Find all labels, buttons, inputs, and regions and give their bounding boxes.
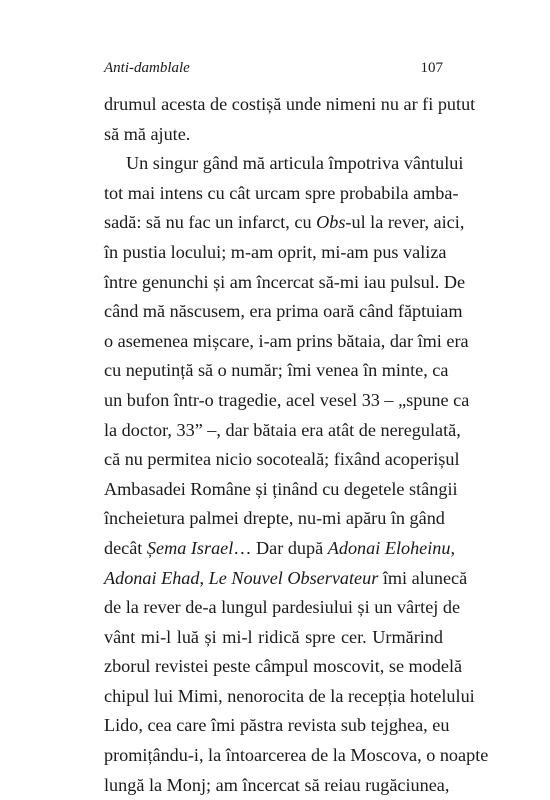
italic-text: Le Nouvel Observateur — [208, 567, 379, 588]
italic-text: Adonai Ehad — [104, 567, 200, 588]
text-line — [104, 682, 475, 712]
text-segment: … Dar după — [233, 537, 328, 558]
text-segment: să mă ajute. — [104, 123, 191, 144]
text-segment: o asemenea mișcare, i-am prins bătaia, dar îmi era — [104, 330, 469, 351]
text-line — [104, 771, 450, 800]
text-segment: lungă la Monj; am încercat să reiau rugăciunea, — [104, 774, 450, 795]
text-line — [104, 327, 469, 357]
text-line — [104, 120, 443, 150]
text-segment: Ambasadei Române și ținând cu degetele stângii — [104, 478, 458, 499]
text-segment: -ul la rever, aici, — [345, 212, 465, 233]
text-segment: când mă născusem, era prima oară când făptuiam — [104, 301, 463, 322]
text-line — [104, 90, 476, 120]
text-segment: Lido, cea care îmi păstra revista sub tejghea, eu — [104, 715, 450, 736]
running-header — [104, 58, 443, 78]
text-segment: un bufon într-o tragedie, acel vesel 33 – „spune ca — [104, 389, 470, 410]
text-segment: Un singur gând mă articula împotriva vântului — [126, 153, 464, 174]
text-line — [104, 593, 461, 623]
text-line — [104, 179, 459, 209]
text-line — [104, 416, 461, 446]
body-text — [104, 90, 489, 800]
text-line — [104, 741, 489, 771]
italic-text: Adonai Eloheinu, — [327, 537, 456, 558]
text-segment: îmi alunecă — [378, 567, 468, 588]
text-segment: promițându-i, la întoarcerea de la Moscova, o noapte — [104, 745, 489, 766]
text-line — [104, 445, 460, 475]
text-segment: între genunchi și am încercat să-mi iau pulsul. De — [104, 271, 466, 292]
text-segment: tot mai intens cu cât urcam spre probabila amba- — [104, 182, 459, 203]
text-segment: la doctor, 33” –, dar bătaia era atât de neregulată, — [104, 419, 461, 440]
text-line — [104, 238, 447, 268]
text-segment: decât — [104, 537, 147, 558]
text-segment: zborul revistei peste câmpul moscovit, se modelă — [104, 656, 463, 677]
text-segment: că nu permitea nicio socoteală; fixând acoperișul — [104, 449, 460, 470]
text-line — [104, 268, 466, 298]
text-segment: de la rever de-a lungul pardesiului și un vârtej de — [104, 597, 461, 618]
text-line — [104, 297, 463, 327]
italic-text: Obs — [316, 212, 346, 233]
text-line — [104, 386, 470, 416]
text-segment: drumul acesta de costișă unde nimeni nu ar fi putut — [104, 94, 476, 114]
text-line — [104, 356, 449, 386]
text-line — [104, 564, 468, 594]
text-segment: sadă: să nu fac un infarct, cu — [104, 212, 317, 233]
text-segment: încheietura palmei drepte, nu-mi apăru în gând — [104, 508, 445, 529]
text-segment: vânt mi-l luă și mi-l ridică spre cer. Urmărind — [104, 626, 443, 647]
text-line — [104, 504, 443, 534]
text-segment: în pustia locului; m-am oprit, mi-am pus valiza — [104, 241, 447, 262]
page-number: 107 — [420, 60, 443, 76]
text-segment: cu neputință să o număr; îmi venea în minte, ca — [104, 360, 449, 381]
text-line — [104, 652, 463, 682]
running-title: Anti-damblale — [104, 60, 190, 76]
text-line — [104, 711, 450, 741]
text-line — [104, 534, 456, 564]
text-segment: , — [199, 567, 209, 588]
text-segment: chipul lui Mimi, nenorocita de la recepția hotelului — [104, 685, 475, 706]
text-line — [104, 475, 458, 505]
text-line — [104, 623, 443, 653]
text-line — [104, 208, 465, 238]
text-line — [104, 149, 464, 179]
italic-text: Șema Israel — [146, 537, 234, 558]
